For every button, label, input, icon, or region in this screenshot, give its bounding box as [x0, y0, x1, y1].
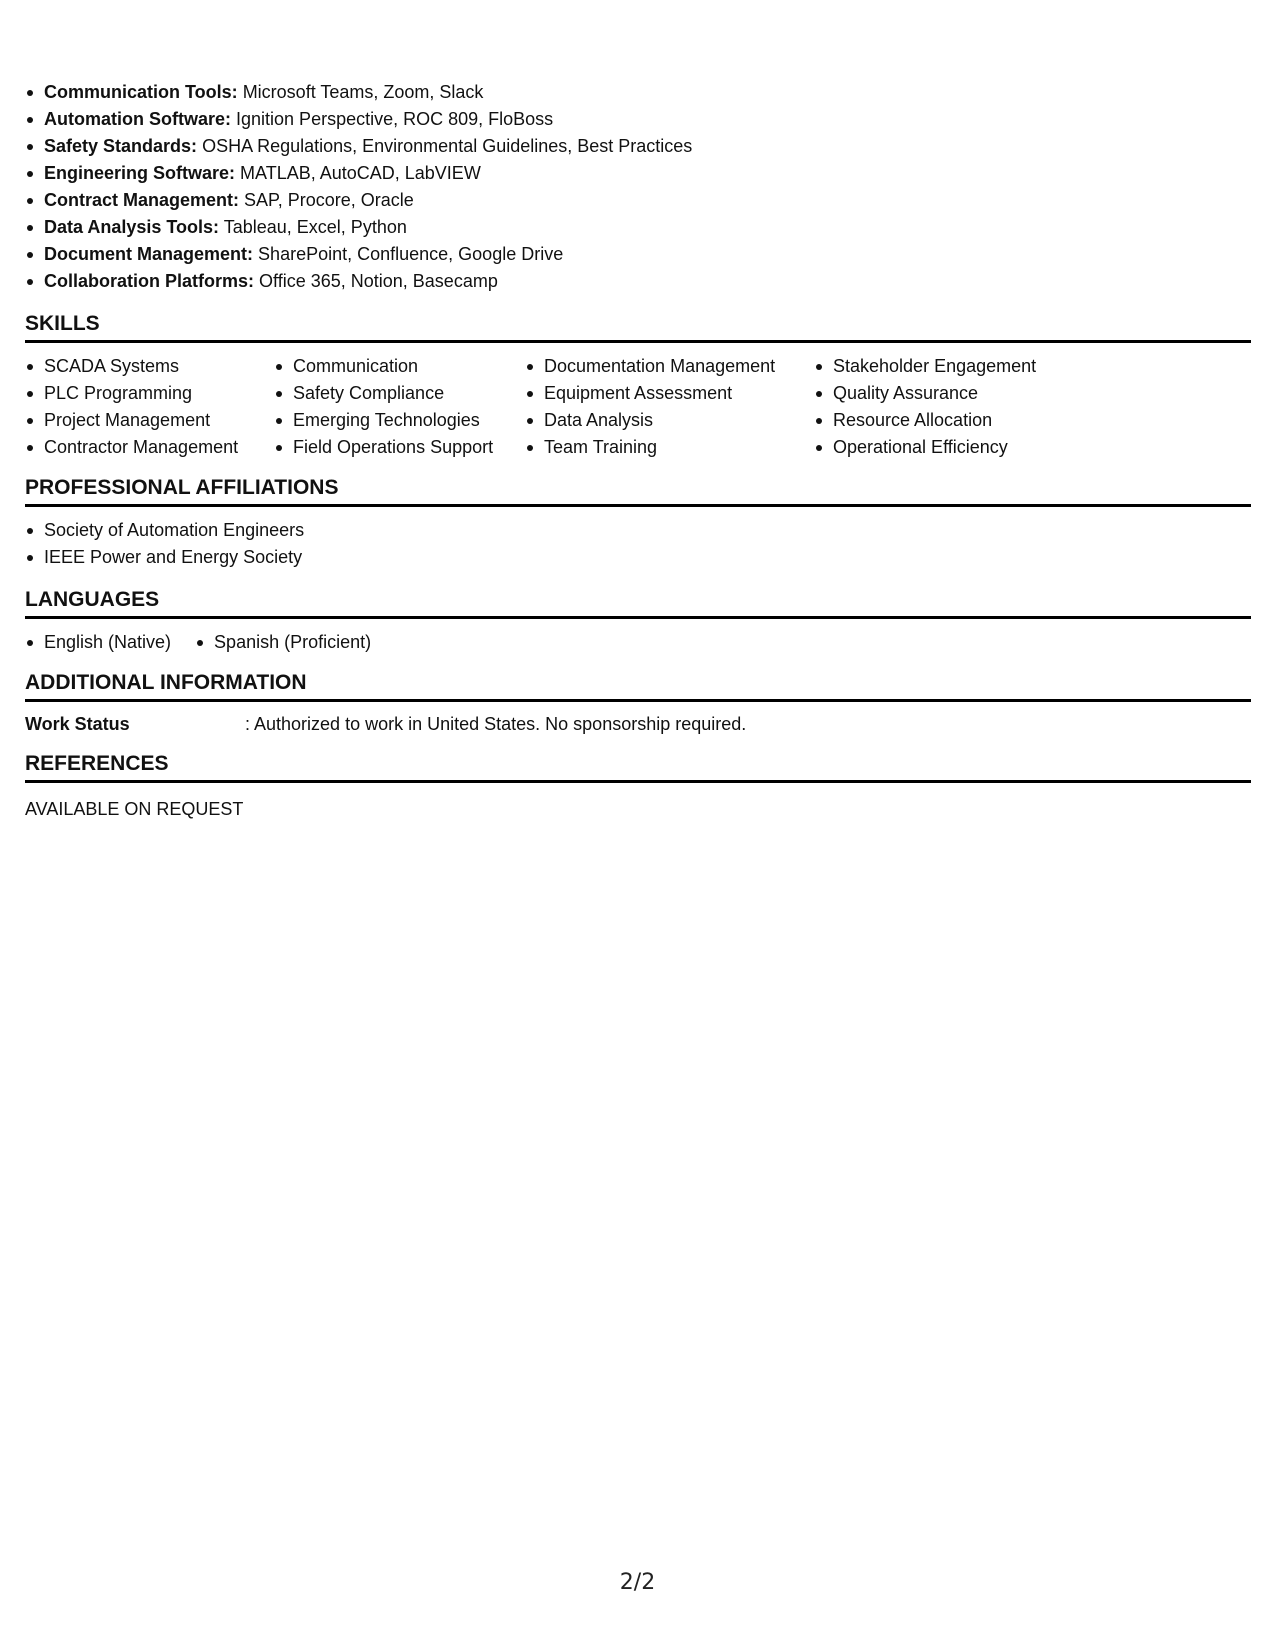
skill-item: Emerging Technologies	[274, 407, 525, 434]
skill-item: Team Training	[525, 434, 814, 461]
tools-item	[25, 79, 692, 106]
language-item: English (Native)	[25, 629, 171, 656]
tools-item-value: SAP, Procore, Oracle	[244, 190, 414, 210]
languages-heading: LANGUAGES	[25, 587, 1251, 619]
skill-item: Field Operations Support	[274, 434, 525, 461]
tools-item	[25, 241, 692, 268]
skills-column	[25, 353, 274, 461]
tools-item	[25, 187, 692, 214]
skills-heading: SKILLS	[25, 311, 1251, 343]
affiliations-list	[25, 517, 304, 571]
tools-item-label: Contract Management:	[44, 190, 240, 210]
skill-item: Data Analysis	[525, 407, 814, 434]
skill-item: SCADA Systems	[25, 353, 274, 380]
skills-column	[814, 353, 1074, 461]
skill-item: Contractor Management	[25, 434, 274, 461]
skills-grid	[25, 353, 1074, 461]
tools-item-value: OSHA Regulations, Environmental Guidelines, Best Practices	[202, 136, 693, 156]
skill-item: Communication	[274, 353, 525, 380]
skills-column	[274, 353, 525, 461]
tools-item-value: MATLAB, AutoCAD, LabVIEW	[240, 163, 481, 183]
language-item: Spanish (Proficient)	[195, 629, 371, 656]
tools-item-label: Document Management:	[44, 244, 254, 264]
page-number: 2/2	[619, 1570, 656, 1595]
tools-item	[25, 160, 692, 187]
affiliation-item: IEEE Power and Energy Society	[25, 544, 304, 571]
tools-item-label: Automation Software:	[44, 109, 231, 129]
work-status-row	[25, 712, 746, 736]
tools-item-label: Data Analysis Tools:	[44, 217, 220, 237]
work-status-label: Work Status	[25, 714, 130, 734]
skill-item: Resource Allocation	[814, 407, 1074, 434]
tools-item-value: Office 365, Notion, Basecamp	[259, 271, 498, 291]
skill-item: Equipment Assessment	[525, 380, 814, 407]
skill-item: Quality Assurance	[814, 380, 1074, 407]
tools-item	[25, 133, 692, 160]
tools-item	[25, 268, 692, 295]
affiliation-item: Society of Automation Engineers	[25, 517, 304, 544]
references-heading: REFERENCES	[25, 751, 1251, 783]
tools-item-label: Engineering Software:	[44, 163, 236, 183]
tools-item-label: Communication Tools:	[44, 82, 238, 102]
tools-item-label: Safety Standards:	[44, 136, 198, 156]
tools-item	[25, 214, 692, 241]
skills-column	[525, 353, 814, 461]
languages-list	[25, 629, 395, 656]
tools-item-value: Tableau, Excel, Python	[223, 217, 407, 237]
skill-item: Safety Compliance	[274, 380, 525, 407]
skill-item: Operational Efficiency	[814, 434, 1074, 461]
tools-item-label: Collaboration Platforms:	[44, 271, 255, 291]
additional-info-heading: ADDITIONAL INFORMATION	[25, 670, 1251, 702]
tools-item-value: SharePoint, Confluence, Google Drive	[258, 244, 564, 264]
skill-item: Project Management	[25, 407, 274, 434]
references-text: AVAILABLE ON REQUEST	[25, 799, 244, 819]
tools-list	[25, 79, 692, 295]
work-status-value: : Authorized to work in United States. No sponsorship required.	[245, 714, 747, 734]
affiliations-heading: PROFESSIONAL AFFILIATIONS	[25, 475, 1251, 507]
tools-item-value: Microsoft Teams, Zoom, Slack	[242, 82, 484, 102]
skill-item: PLC Programming	[25, 380, 274, 407]
tools-item-value: Ignition Perspective, ROC 809, FloBoss	[236, 109, 554, 129]
skill-item: Documentation Management	[525, 353, 814, 380]
tools-item	[25, 106, 692, 133]
skill-item: Stakeholder Engagement	[814, 353, 1074, 380]
